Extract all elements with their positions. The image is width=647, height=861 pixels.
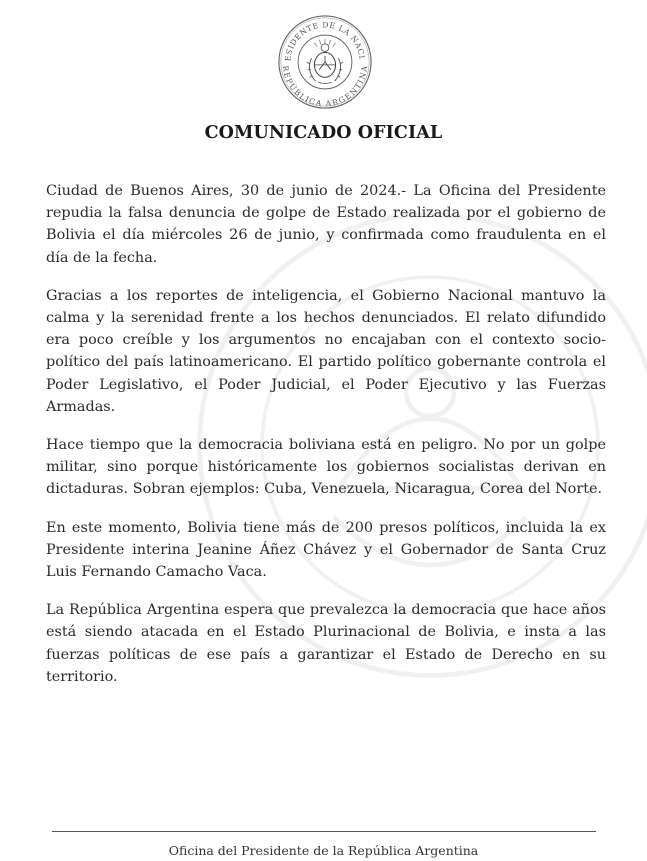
paragraph-2: Gracias a los reportes de inteligencia, el Gobierno Nacional mantuvo la calma y la serenidad frente a los hechos denunciados. El relato difundido era poco creíble y los argumentos no encajaban con el contexto socio-político del país latinoamericano. El partido político gobernante controla el Poder Legislativo, el Poder Judicial, el Poder Ejecutivo y las Fuerzas Armadas. [46,287,606,415]
document-title: COMUNICADO OFICIAL [204,123,443,143]
paragraph-5: La República Argentina espera que prevalezca la democracia que hace años está siendo atacada en el Estado Plurinacional de Bolivia, e insta a las fuerzas políticas de ese país a garantizar el Estado de Derecho en su territorio. [46,602,606,685]
seal-bottom-text: REPÚBLICA ARGENTINA [280,65,370,109]
footer-text: Oficina del Presidente de la República Argentina [168,843,479,858]
footer-divider [52,831,596,832]
seal-top-text: ESIDENTE DE LA NACI [283,20,367,62]
paragraph-3: Hace tiempo que la democracia boliviana está en peligro. No por un golpe militar, sino porque históricamente los gobiernos socialistas derivan en dictaduras. Sobran ejemplos: Cuba, Venezuela, Nicaragua, Corea del Norte. [46,437,606,498]
svg-text:PRESIDENTE DE LA NACIÓN [277,14,366,62]
document-body [46,180,606,704]
paragraph-4: En este momento, Bolivia tiene más de 200 presos políticos, incluida la ex Presidente interina Jeanine Áñez Chávez y el Gobernador de Santa Cruz Luis Fernando Camacho Vaca. [46,519,606,581]
paragraph-1: Ciudad de Buenos Aires, 30 de junio de 2024.- La Oficina del Presidente repudia la falsa denuncia de golpe de Estado realizada por el gobierno de Bolivia el día miércoles 26 de junio, y confirmada como fraudulenta en el día de la fecha. [46,183,606,266]
presidential-seal [277,14,373,110]
svg-text:REPÚBLICA ARGENTINA [281,65,370,108]
